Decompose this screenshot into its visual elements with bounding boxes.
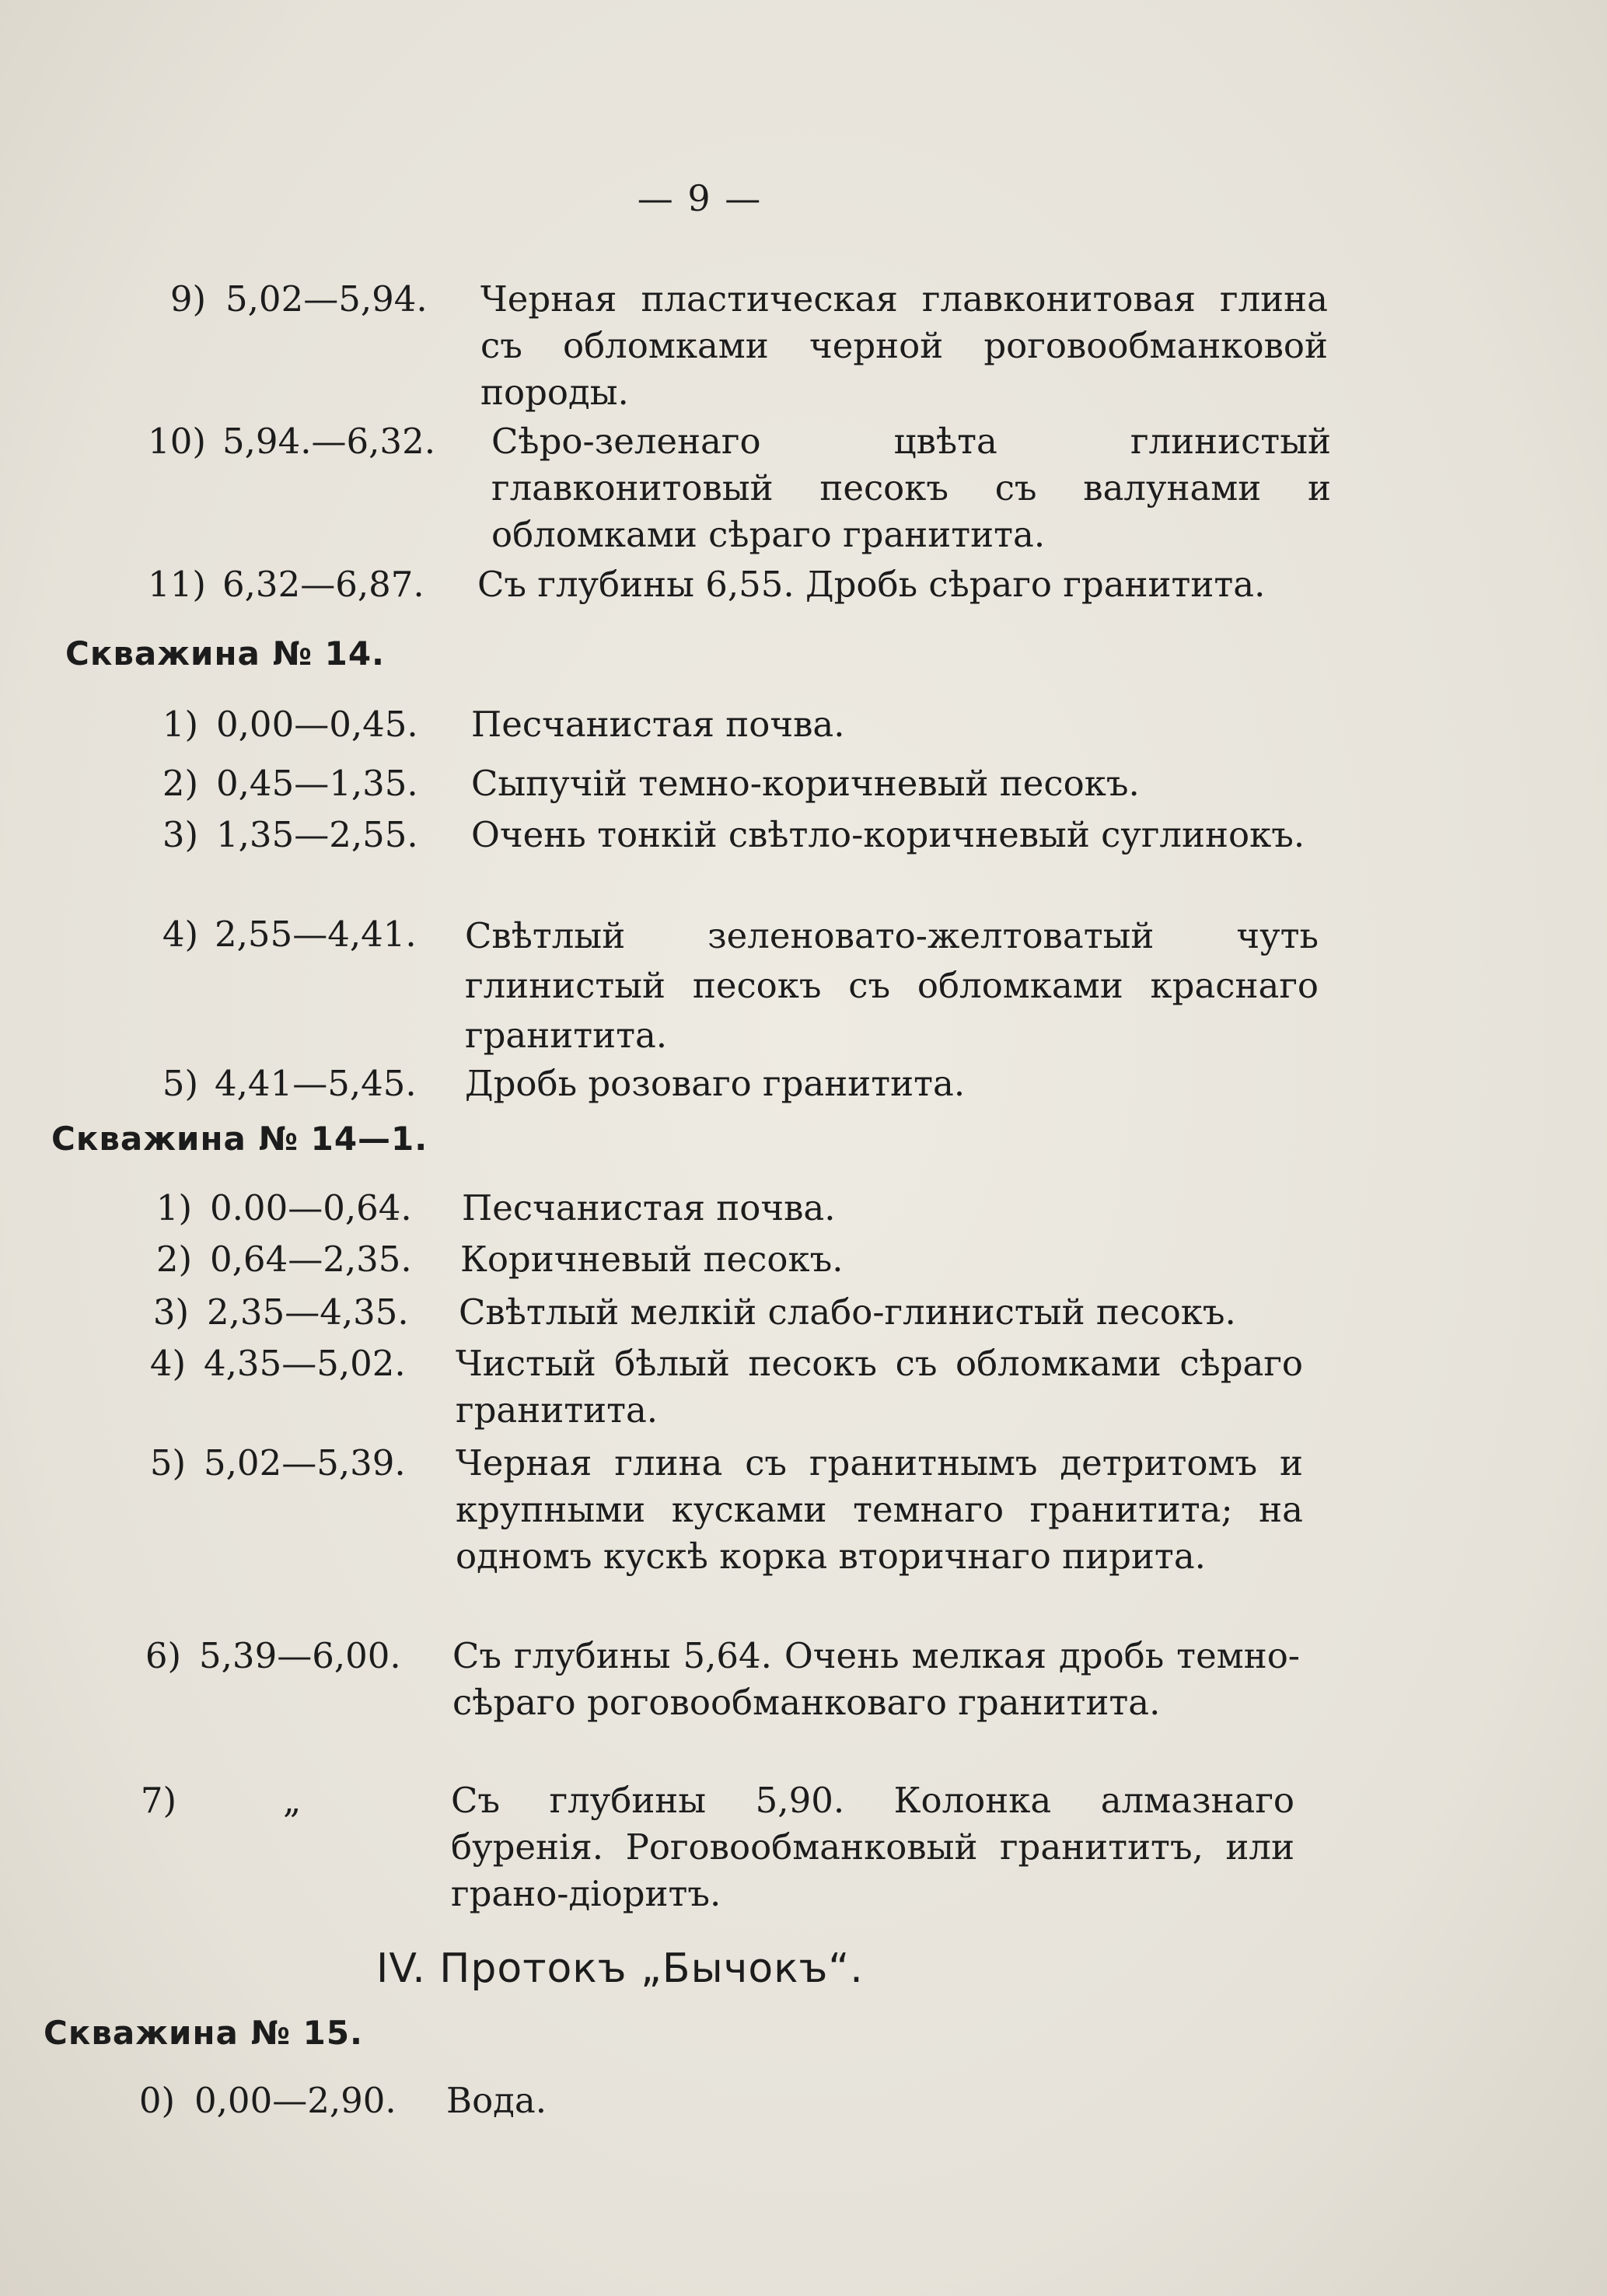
entry-description: Сыпучій темно-коричневый песокъ. — [471, 763, 1140, 804]
entry-depth-range: 2,35—4,35. — [207, 1291, 409, 1333]
entry-number: 11) — [148, 564, 206, 605]
entry-description: Съ глубины 5,64. Очень мелкая дробь темно-сѣраго роговообманковаго гранитита. — [452, 1635, 1300, 1723]
entry-depth-range: 0,45—1,35. — [216, 763, 418, 804]
entry-number: 7) — [140, 1780, 176, 1821]
entry-number: 1) — [162, 704, 198, 745]
page-number: — 9 — — [637, 177, 763, 219]
entry-description: Коричневый песокъ. — [460, 1239, 844, 1280]
entry-description: Черная глина съ гранитнымъ детритомъ и крупными кусками темнаго гранитита; на одномъ кускѣ корка вторичнаго пирита. — [456, 1442, 1303, 1577]
entry-description: Песчанистая почва. — [471, 704, 845, 745]
entry-depth-range: „ — [283, 1780, 302, 1821]
entry-number: 3) — [162, 814, 198, 855]
entry-depth-range: 0,00—2,90. — [194, 2080, 397, 2121]
entry-description: Вода. — [446, 2080, 547, 2121]
entry-description: Свѣтлый мелкій слабо-глинистый песокъ. — [459, 1291, 1236, 1333]
entry-description: Съ глубины 5,90. Колонка алмазнаго буренія. Роговообманковый гранититъ, или грано-діоритъ. — [451, 1780, 1294, 1914]
entry-depth-range: 2,55—4,41. — [215, 914, 417, 955]
entry-depth-range: 4,35—5,02. — [204, 1343, 406, 1384]
entry-depth-range: 4,41—5,45. — [215, 1063, 417, 1104]
entry-number: 5) — [149, 1442, 186, 1483]
entry-number: 1) — [155, 1187, 192, 1228]
entry-number: 4) — [162, 914, 198, 955]
entry-depth-range: 0.00—0,64. — [210, 1187, 412, 1228]
entry-number: 4) — [149, 1343, 186, 1384]
entry-description: Дробь розоваго гранитита. — [465, 1063, 966, 1104]
entry-description: Черная пластическая главконитовая глина съ обломками черной роговообманковой породы. — [480, 278, 1328, 413]
entry-number: 3) — [152, 1291, 189, 1333]
entry-number: 2) — [162, 763, 198, 804]
entry-description: Песчанистая почва. — [462, 1187, 836, 1228]
entry-description: Сѣро-зеленаго цвѣта глинистый главконитовый песокъ съ валунами и обломками сѣраго гранитита. — [491, 421, 1331, 555]
section-title: IV. Протокъ „Бычокъ“. — [376, 1945, 864, 1992]
entry-depth-range: 6,32—6,87. — [222, 564, 424, 605]
entry-number: 0) — [138, 2080, 175, 2121]
borehole-heading: Скважина № 15. — [44, 2014, 364, 2052]
entry-description: Очень тонкій свѣтло-коричневый суглинокъ. — [471, 814, 1305, 855]
entry-depth-range: 5,39—6,00. — [199, 1635, 401, 1676]
borehole-heading: Скважина № 14—1. — [51, 1120, 428, 1158]
entry-description: Съ глубины 6,55. Дробь сѣраго гранитита. — [477, 564, 1266, 605]
entry-depth-range: 5,94.—6,32. — [222, 421, 435, 462]
entry-depth-range: 0,00—0,45. — [216, 704, 418, 745]
entry-depth-range: 0,64—2,35. — [210, 1239, 412, 1280]
entry-number: 9) — [169, 278, 206, 320]
entry-number: 5) — [162, 1063, 198, 1104]
entry-number: 2) — [155, 1239, 192, 1280]
entry-depth-range: 1,35—2,55. — [216, 814, 418, 855]
entry-depth-range: 5,02—5,94. — [225, 278, 428, 320]
entry-number: 6) — [145, 1635, 181, 1676]
entry-description: Свѣтлый зеленовато-желтоватый чуть глинистый песокъ съ обломками краснаго гранитита. — [465, 915, 1319, 1056]
entry-number: 10) — [148, 421, 206, 462]
borehole-heading: Скважина № 14. — [65, 634, 386, 673]
entry-description: Чистый бѣлый песокъ съ обломками сѣраго гранитита. — [456, 1343, 1303, 1431]
entry-depth-range: 5,02—5,39. — [204, 1442, 406, 1483]
